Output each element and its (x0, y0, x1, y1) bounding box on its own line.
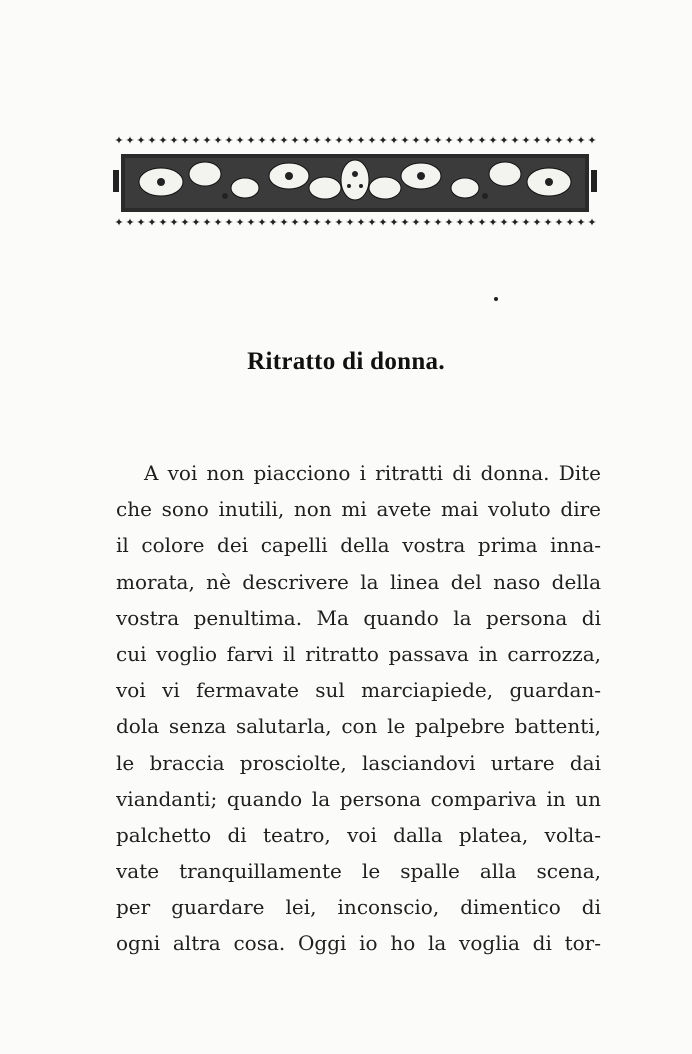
text-line: palchetto di teatro, voi dalla platea, volta- (116, 822, 601, 847)
ornament-star: ✦ (455, 216, 465, 229)
ornament-star: ✦ (444, 134, 454, 147)
ornament-star: ✦ (367, 216, 377, 229)
floral-headpiece-ornament-icon (113, 134, 597, 230)
ornament-star: ✦ (246, 134, 256, 147)
ornament-star: ✦ (136, 216, 146, 229)
ornament-star: ✦ (246, 216, 256, 229)
text-line: vostra penultima. Ma quando la persona di (116, 605, 601, 630)
ornament-star: ✦ (499, 216, 509, 229)
ornament-star: ✦ (378, 134, 388, 147)
ornament-star: ✦ (147, 216, 157, 229)
ornament-star: ✦ (136, 134, 146, 147)
ornament-star: ✦ (444, 216, 454, 229)
ornament-star: ✦ (169, 216, 179, 229)
text-line: le braccia prosciolte, lasciandovi urtare dai (116, 750, 601, 775)
ornament-star: ✦ (587, 134, 597, 147)
ornament-star: ✦ (180, 134, 190, 147)
ornament-star: ✦ (543, 216, 553, 229)
chapter-title: Ritratto di donna. (247, 348, 445, 375)
ornament-star: ✦ (433, 134, 443, 147)
ornament-star: ✦ (334, 216, 344, 229)
ornament-star: ✦ (433, 216, 443, 229)
text-line: ogni altra cosa. Oggi io ho la voglia di tor- (116, 931, 601, 956)
ornament-star: ✦ (554, 134, 564, 147)
ornament-star: ✦ (466, 134, 476, 147)
ornament-star: ✦ (389, 134, 399, 147)
ornament-star: ✦ (125, 134, 135, 147)
ornament-star: ✦ (554, 216, 564, 229)
ornament-star: ✦ (466, 216, 476, 229)
ornament-star: ✦ (455, 134, 465, 147)
ornament-star: ✦ (268, 134, 278, 147)
ornament-star: ✦ (301, 216, 311, 229)
ornament-star: ✦ (312, 216, 322, 229)
ornament-star: ✦ (400, 216, 410, 229)
ornament-star: ✦ (257, 134, 267, 147)
ornament-star: ✦ (235, 216, 245, 229)
ornament-star: ✦ (279, 134, 289, 147)
ornament-star: ✦ (224, 134, 234, 147)
ornament-star: ✦ (158, 216, 168, 229)
text-line: viandanti; quando la persona compariva in un (116, 786, 601, 811)
ornament-star: ✦ (521, 134, 531, 147)
text-line: morata, nè descrivere la linea del naso della (116, 569, 601, 594)
ornament-star: ✦ (323, 216, 333, 229)
ornament-star: ✦ (488, 216, 498, 229)
ornament-star: ✦ (334, 134, 344, 147)
ornament-star: ✦ (345, 216, 355, 229)
ornament-star: ✦ (345, 134, 355, 147)
ornament-star: ✦ (224, 216, 234, 229)
ornament-star: ✦ (257, 216, 267, 229)
ornament-star: ✦ (510, 216, 520, 229)
text-line: per guardare lei, inconscio, dimentico di (116, 895, 601, 920)
ornament-star: ✦ (147, 134, 157, 147)
ornament-star: ✦ (378, 216, 388, 229)
ornament-star: ✦ (158, 134, 168, 147)
ornament-star: ✦ (213, 134, 223, 147)
ornament-star: ✦ (202, 134, 212, 147)
ornament-star: ✦ (565, 216, 575, 229)
ornament-star: ✦ (202, 216, 212, 229)
ornament-star: ✦ (312, 134, 322, 147)
ink-speck (494, 297, 498, 301)
ornament-star: ✦ (488, 134, 498, 147)
text-line: voi vi fermavate sul marciapiede, guardan- (116, 678, 601, 703)
ornament-star: ✦ (543, 134, 553, 147)
ornament-star: ✦ (389, 216, 399, 229)
ornament-star: ✦ (290, 134, 300, 147)
ornament-star: ✦ (422, 134, 432, 147)
ornament-star: ✦ (114, 216, 124, 229)
ornament-star: ✦ (521, 216, 531, 229)
text-line: dola senza salutarla, con le palpebre battenti, (116, 714, 601, 739)
ornament-star: ✦ (191, 134, 201, 147)
ornament-star: ✦ (400, 134, 410, 147)
text-line: A voi non piacciono i ritratti di donna. Dite (144, 461, 601, 485)
ornament-star: ✦ (477, 134, 487, 147)
ornament-star: ✦ (411, 216, 421, 229)
ornament-star: ✦ (268, 216, 278, 229)
ornament-star: ✦ (213, 216, 223, 229)
ornament-star: ✦ (532, 216, 542, 229)
ornament-star: ✦ (235, 134, 245, 147)
ornament-star: ✦ (587, 216, 597, 229)
ornament-star: ✦ (367, 134, 377, 147)
ornament-star: ✦ (323, 134, 333, 147)
ornament-star: ✦ (279, 216, 289, 229)
ornament-star: ✦ (169, 134, 179, 147)
ornament-star: ✦ (301, 134, 311, 147)
ornament-star: ✦ (576, 216, 586, 229)
text-line: vate tranquillamente le spalle alla scena, (116, 859, 601, 884)
ornament-star: ✦ (191, 216, 201, 229)
ornament-star: ✦ (180, 216, 190, 229)
ornament-star: ✦ (356, 134, 366, 147)
ornament-star: ✦ (411, 134, 421, 147)
ornament-star: ✦ (422, 216, 432, 229)
ornament-star: ✦ (576, 134, 586, 147)
ornament-star: ✦ (114, 134, 124, 147)
text-line: che sono inutili, non mi avete mai voluto dire (116, 497, 601, 522)
text-line: cui voglio farvi il ritratto passava in carrozza, (116, 641, 601, 666)
ornament-star: ✦ (499, 134, 509, 147)
ornament-star: ✦ (477, 216, 487, 229)
ornament-star: ✦ (125, 216, 135, 229)
ornament-star: ✦ (356, 216, 366, 229)
ornament-star: ✦ (532, 134, 542, 147)
ornament-star: ✦ (290, 216, 300, 229)
body-text (116, 455, 601, 962)
ornament-star: ✦ (510, 134, 520, 147)
text-line: il colore dei capelli della vostra prima inna- (116, 533, 601, 558)
ornament-star: ✦ (565, 134, 575, 147)
